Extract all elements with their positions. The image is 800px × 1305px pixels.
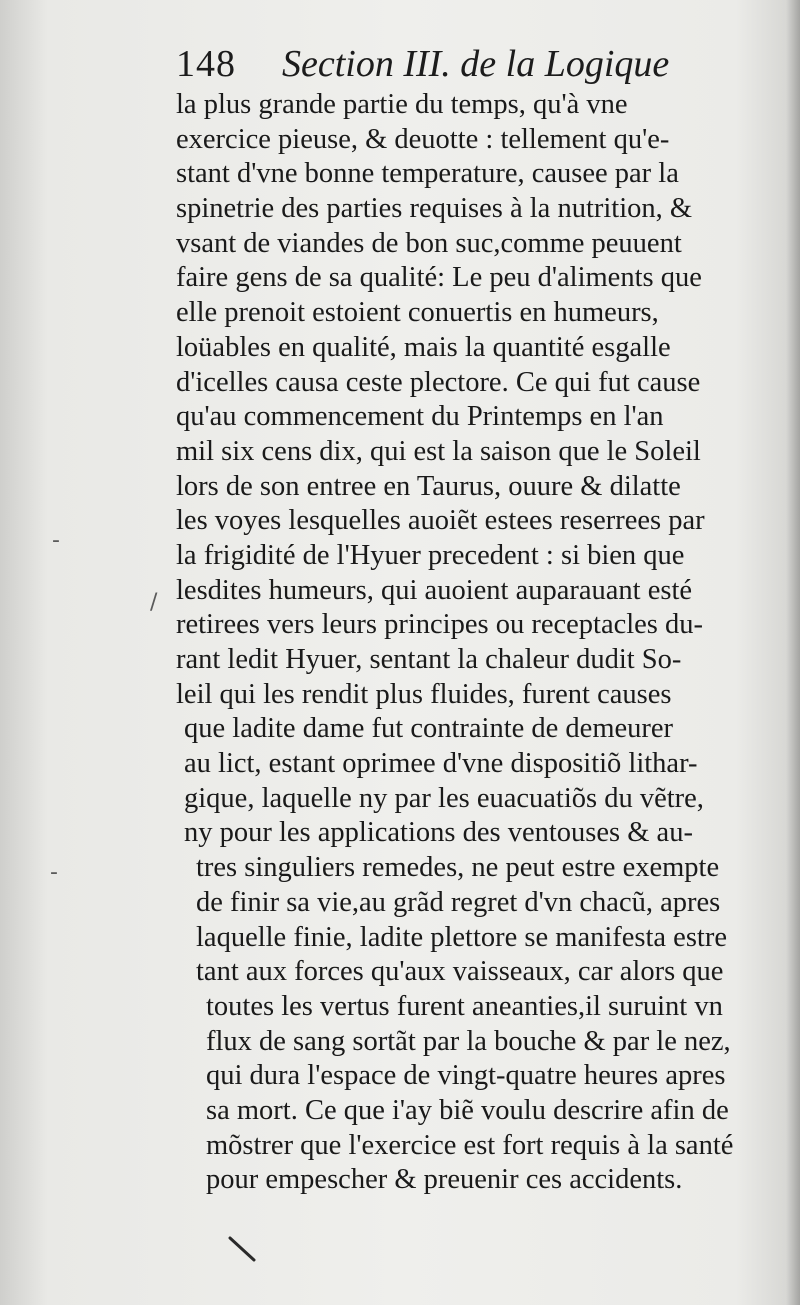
text-line: de finir sa vie,au grãd regret d'vn chacũ, apres [196,886,721,918]
page-number: 148 [176,43,236,85]
text-line: mõstrer que l'exercice est fort requis à la santé [206,1129,734,1161]
text-line: retirees vers leurs principes ou receptacles du- [176,609,704,641]
text-line: mil six cens dix, qui est la saison que le Soleil [176,435,701,467]
text-line: qui dura l'espace de vingt-quatre heures apres [206,1060,726,1092]
text-line: flux de sang sortãt par la bouche & par le nez, [206,1025,731,1057]
text-line: rant ledit Hyuer, sentant la chaleur dudit So- [176,644,682,675]
body-text [176,88,766,1198]
text-line: lesdites humeurs, qui auoient auparauant esté [176,574,693,606]
margin-mark: - [50,860,58,885]
text-line: pour empescher & preuenir ces accidents. [206,1164,683,1196]
text-line: ny pour les applications des ventouses & au- [184,817,693,849]
text-line: loüables en qualité, mais la quantité esgalle [176,331,671,363]
text-line: sa mort. Ce que i'ay biẽ voulu descrire afin de [206,1094,729,1126]
page-gutter-shadow [786,0,800,1305]
text-line: qu'au commencement du Printemps en l'an [176,401,664,433]
page-header [170,40,700,92]
text-line: gique, laquelle ny par les euacuatiõs du vẽtre, [184,782,704,814]
margin-mark: / [150,590,158,615]
running-head: Section III. de la Logique [282,43,670,85]
text-line: d'icelles causa ceste plectore. Ce qui fut cause [176,366,701,398]
press-flourish [228,1236,258,1266]
text-line: vsant de viandes de bon suc,comme peuuent [176,227,682,259]
text-line: lors de son entree en Taurus, ouure & dilatte [176,470,681,502]
text-line: laquelle finie, ladite plettore se manifesta estre [196,921,727,953]
text-line: tres singuliers remedes, ne peut estre exempte [196,852,720,884]
text-line: la frigidité de l'Hyuer precedent : si bien que [176,539,685,571]
text-line: faire gens de sa qualité: Le peu d'aliments que [176,262,702,294]
text-line: exercice pieuse, & deuotte : tellement qu'e- [176,123,670,155]
text-line: au lict, estant oprimee d'vne dispositiõ lithar- [184,748,698,780]
text-line: stant d'vne bonne temperature, causee par la [176,158,679,190]
text-line: la plus grande partie du temps, qu'à vne [176,89,628,120]
text-line: que ladite dame fut contrainte de demeurer [184,713,674,745]
text-line: spinetrie des parties requises à la nutrition, & [176,193,693,225]
margin-mark: - [52,528,60,553]
text-line: elle prenoit estoient conuertis en humeurs, [176,297,659,329]
text-line: leil qui les rendit plus fluides, furent causes [176,678,672,710]
text-line: toutes les vertus furent aneanties,il suruint vn [206,990,723,1022]
text-line: les voyes lesquelles auoiẽt estees reserrees par [176,505,705,537]
text-line: tant aux forces qu'aux vaisseaux, car alors que [196,956,724,988]
